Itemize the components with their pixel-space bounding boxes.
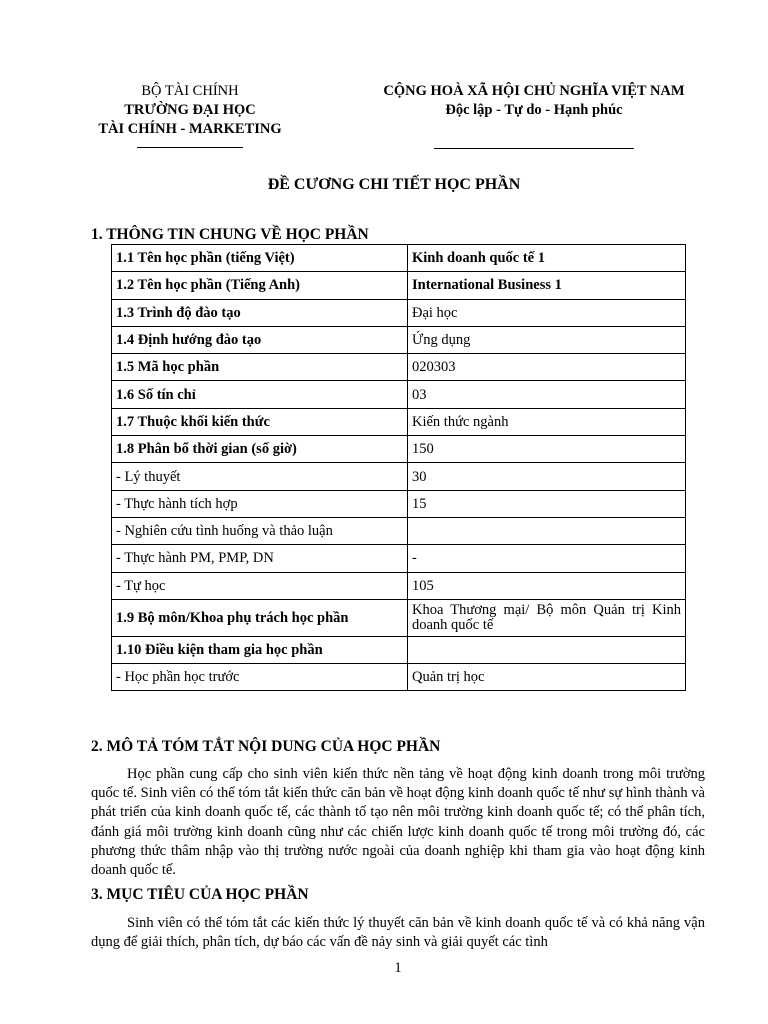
section-1-heading: 1. THÔNG TIN CHUNG VỀ HỌC PHẦN: [91, 226, 369, 243]
table-row: [112, 245, 686, 272]
row-label: 1.10 Điều kiện tham gia học phần: [112, 636, 408, 663]
row-label: 1.6 Số tín chỉ: [112, 381, 408, 408]
row-label: 1.5 Mã học phần: [112, 354, 408, 381]
table-row: [112, 436, 686, 463]
university-name-line1: TRƯỜNG ĐẠI HỌC: [124, 102, 256, 118]
row-label: - Thực hành PM, PMP, DN: [112, 545, 408, 572]
row-value: 03: [408, 381, 686, 408]
table-row: [112, 517, 686, 544]
row-value: Kinh doanh quốc tế 1: [408, 245, 686, 272]
table-row: [112, 299, 686, 326]
section-3-heading: 3. MỤC TIÊU CỦA HỌC PHẦN: [91, 886, 309, 903]
table-row: [112, 572, 686, 599]
national-motto: Độc lập - Tự do - Hạnh phúc: [445, 102, 623, 118]
row-value: International Business 1: [408, 272, 686, 299]
table-row: [112, 272, 686, 299]
university-name-line2: TÀI CHÍNH - MARKETING: [98, 121, 282, 137]
row-value: [408, 636, 686, 663]
row-value: 150: [408, 436, 686, 463]
row-label: - Học phần học trước: [112, 664, 408, 691]
table-row: [112, 664, 686, 691]
row-label: - Tự học: [112, 572, 408, 599]
row-label: - Nghiên cứu tình huống và thảo luận: [112, 517, 408, 544]
ministry-name: BỘ TÀI CHÍNH: [141, 83, 239, 99]
national-header: [356, 82, 712, 149]
header-right-divider: [434, 148, 634, 149]
row-value: Kiến thức ngành: [408, 408, 686, 435]
table-row: [112, 545, 686, 572]
table-row: [112, 636, 686, 663]
row-label: 1.8 Phân bổ thời gian (số giờ): [112, 436, 408, 463]
row-value: Ứng dụng: [408, 326, 686, 353]
table-row: [112, 381, 686, 408]
row-label: 1.1 Tên học phần (tiếng Việt): [112, 245, 408, 272]
row-value: 15: [408, 490, 686, 517]
header-left-divider: [137, 147, 243, 148]
course-info-table: [111, 244, 686, 691]
row-label: 1.4 Định hướng đào tạo: [112, 326, 408, 353]
section-2-paragraph: Học phần cung cấp cho sinh viên kiến thức nền tảng về hoạt động kinh doanh trong môi trường quốc tế. Sinh viên có thể tóm tắt kiến thức căn bản về hoạt động kinh doanh quốc tế như sự hình thành và phát triển của kinh doanh quốc tế, các thành tố tạo nên môi trường kinh doanh quốc tế; có thể phân tích, đánh giá môi trường kinh doanh cũng như các chiến lược kinh doanh quốc tế trong môi trường đó, các phương thức thâm nhập vào thị trường nước ngoài của doanh nghiệp khi tham gia vào hoạt động kinh doanh quốc tế.: [91, 766, 705, 879]
row-value: Quản trị học: [408, 664, 686, 691]
row-value: [408, 517, 686, 544]
row-label: - Thực hành tích hợp: [112, 490, 408, 517]
table-row: [112, 354, 686, 381]
ministry-header: [86, 82, 294, 148]
row-label: 1.2 Tên học phần (Tiếng Anh): [112, 272, 408, 299]
section-3-paragraph: Sinh viên có thể tóm tắt các kiến thức lý thuyết căn bản về kinh doanh quốc tế và có khả năng vận dụng để giải thích, phân tích, dự báo các vấn đề nảy sinh và giải quyết các tình: [91, 915, 705, 951]
row-value: Đại học: [408, 299, 686, 326]
section-2-heading: 2. MÔ TẢ TÓM TẮT NỘI DUNG CỦA HỌC PHẦN: [91, 738, 441, 755]
row-value: 020303: [408, 354, 686, 381]
national-title: CỘNG HOÀ XÃ HỘI CHỦ NGHĨA VIỆT NAM: [383, 83, 685, 99]
row-value: 105: [408, 572, 686, 599]
table-row: [112, 599, 686, 636]
row-value: 30: [408, 463, 686, 490]
row-label: 1.3 Trình độ đào tạo: [112, 299, 408, 326]
row-label: - Lý thuyết: [112, 463, 408, 490]
table-row: [112, 490, 686, 517]
row-label: 1.9 Bộ môn/Khoa phụ trách học phần: [112, 599, 408, 636]
row-label: 1.7 Thuộc khối kiến thức: [112, 408, 408, 435]
table-row: [112, 408, 686, 435]
page-number: 1: [394, 960, 402, 976]
table-row: [112, 463, 686, 490]
table-row: [112, 326, 686, 353]
document-title: ĐỀ CƯƠNG CHI TIẾT HỌC PHẦN: [267, 176, 521, 193]
row-value: Khoa Thương mại/ Bộ môn Quản trị Kinh doanh quốc tế: [408, 599, 686, 636]
row-value: -: [408, 545, 686, 572]
